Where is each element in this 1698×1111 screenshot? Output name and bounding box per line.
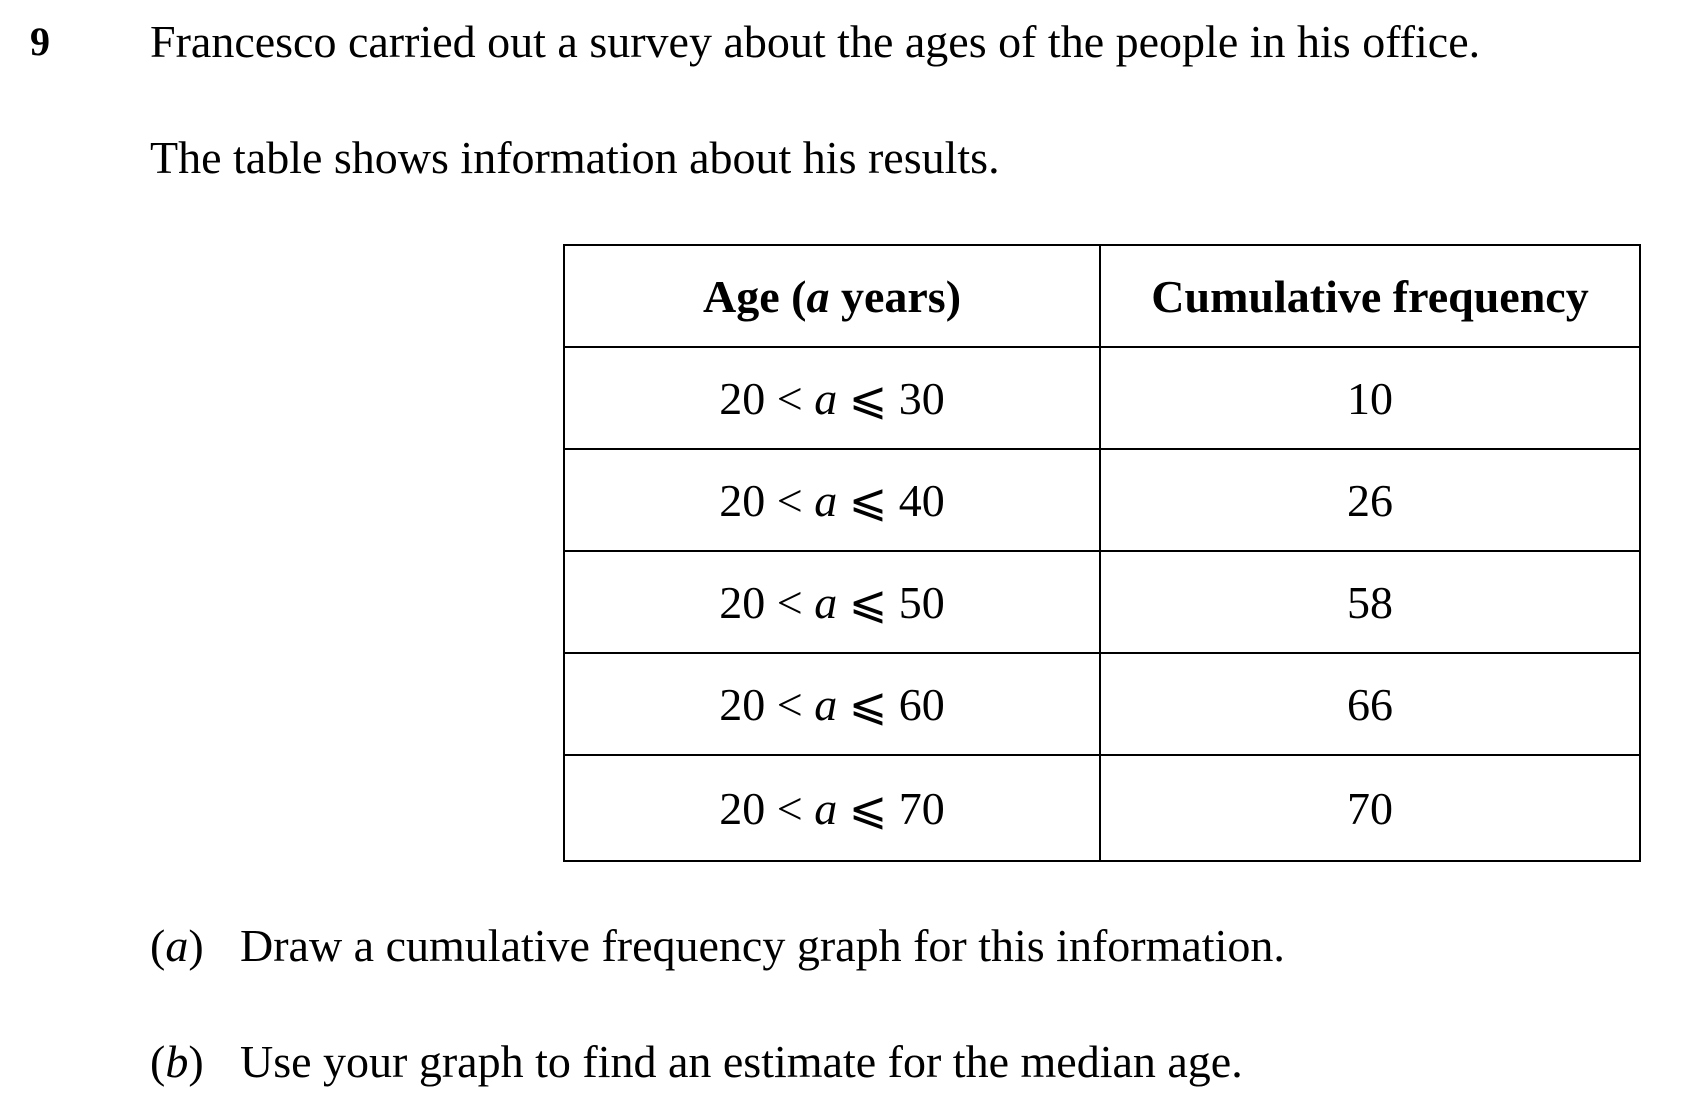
- table-header-row: [564, 245, 1640, 347]
- cumulative-frequency-header: Cumulative frequency: [1100, 245, 1640, 347]
- table-row: [564, 449, 1640, 551]
- age-interval-cell: 20 < a ⩽ 50: [564, 551, 1100, 653]
- part-b: [150, 1034, 1243, 1090]
- table-row: [564, 653, 1640, 755]
- frequency-cell: 70: [1100, 755, 1640, 861]
- age-interval-cell: 20 < a ⩽ 40: [564, 449, 1100, 551]
- frequency-cell: 58: [1100, 551, 1640, 653]
- age-interval-cell: 20 < a ⩽ 30: [564, 347, 1100, 449]
- part-b-label: (b): [150, 1036, 204, 1087]
- age-column-header: Age (a years): [564, 245, 1100, 347]
- age-interval-cell: 20 < a ⩽ 70: [564, 755, 1100, 861]
- age-interval-cell: 20 < a ⩽ 60: [564, 653, 1100, 755]
- results-table: [563, 244, 1641, 862]
- part-a-label: (a): [150, 920, 204, 971]
- table-row: [564, 755, 1640, 861]
- frequency-cell: 26: [1100, 449, 1640, 551]
- part-a-text: Draw a cumulative frequency graph for this information.: [240, 920, 1285, 971]
- part-a: [150, 918, 1285, 974]
- frequency-cell: 10: [1100, 347, 1640, 449]
- frequency-cell: 66: [1100, 653, 1640, 755]
- table-row: [564, 347, 1640, 449]
- question-intro: Francesco carried out a survey about the ages of the people in his office.: [150, 16, 1481, 67]
- question-lead: The table shows information about his results.: [150, 132, 1000, 183]
- question-number: 9: [30, 19, 50, 64]
- part-b-text: Use your graph to find an estimate for the median age.: [240, 1036, 1243, 1087]
- table-row: [564, 551, 1640, 653]
